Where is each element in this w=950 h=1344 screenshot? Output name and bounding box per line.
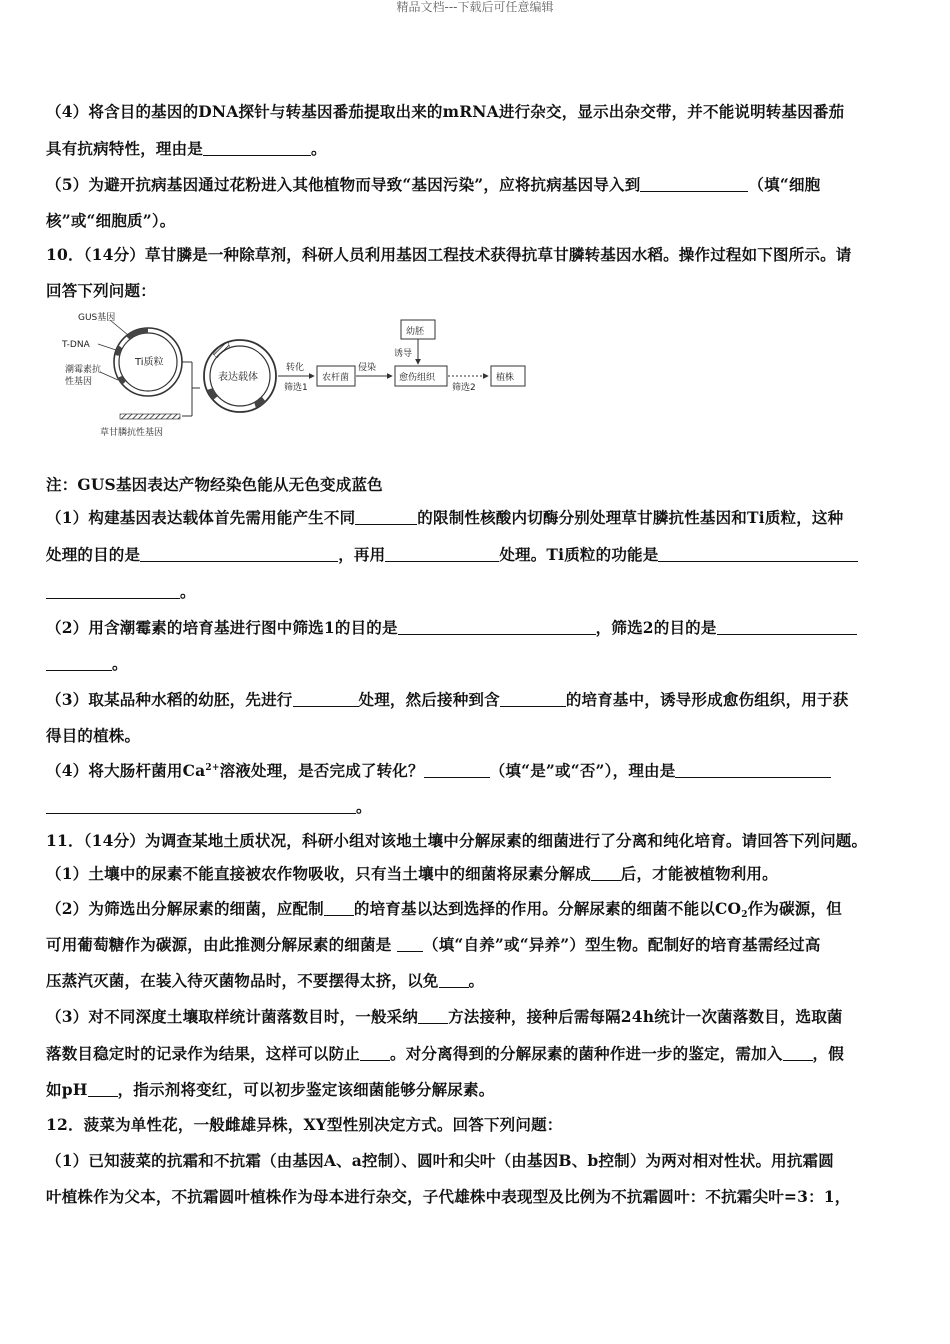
answer-blank[interactable] [88,1081,118,1097]
q10-part4-line2: 。 [46,797,372,817]
answer-blank[interactable] [46,798,356,814]
answer-blank[interactable] [591,865,621,881]
q10-part3-line1: （3）取某品种水稻的幼胚，先进行 处理，然后接种到含 的培育基中，诱导形成愈伤组织，用于获 [46,690,849,709]
answer-blank[interactable] [140,546,338,562]
answer-blank[interactable] [398,619,596,635]
ti-plasmid-label: Ti质粒 [135,357,164,368]
infect-label: 侵染 [358,363,377,373]
q9-part4-line2: 具有抗病特性，理由是 。 [46,139,327,158]
answer-blank[interactable] [717,619,857,635]
answer-blank[interactable] [424,762,490,778]
answer-blank[interactable] [397,936,423,952]
answer-blank[interactable] [385,546,499,562]
combine-bracket [182,362,200,416]
plant-label: 植株 [496,373,515,383]
tdna-label: T-DNA [62,340,90,350]
q9-part4-line1: （4）将含目的基因的DNA探针与转基因番茄提取出来的mRNA进行杂交，显示出杂交带，并不能说明转基因番茄 [46,102,845,121]
hygromycin-gene-label-2: 性基因 [65,377,93,387]
q10-stem-line1: 10．（14分）草甘膦是一种除草剂，科研人员利用基因工程技术获得抗草甘膦转基因水稻。操作过程如下图所示。请 [46,245,852,264]
q11-part3-line2: 落数目稳定时的记录作为结果，这样可以防止 。对分离得到的分解尿素的菌种作进一步的鉴定，需加入 ，假 [46,1044,844,1063]
answer-blank[interactable] [324,900,354,916]
expression-vector-label: 表达载体 [218,372,258,383]
answer-blank[interactable] [360,1045,390,1061]
expression-vector-drawing [204,340,276,412]
gus-gene-label: GUS基因 [78,313,116,323]
q12-stem: 12．菠菜为单性花，一般雌雄异株，XY型性别决定方式。回答下列问题： [46,1115,563,1134]
glyphosate-gene-label: 草甘膦抗性基因 [100,428,164,438]
answer-blank[interactable] [439,972,469,988]
q12-part1-line1: （1）已知菠菜的抗霜和不抗霜（由基因A、a控制）、圆叶和尖叶（由基因B、b控制）为两对相对性状。用抗霜圆 [46,1151,834,1170]
answer-blank[interactable] [46,655,112,671]
hygromycin-gene-label-1: 潮霉素抗 [65,365,102,375]
q10-part3-line2: 得目的植株。 [46,726,141,745]
q10-note: 注：GUS基因表达产物经染色能从无色变成蓝色 [46,475,383,494]
answer-blank[interactable] [418,1008,448,1024]
q11-part3-line1: （3）对不同深度土壤取样统计菌落数目时，一般采纳 方法接种，接种后需每隔24h统计一次菌落数目，选取菌 [46,1007,843,1026]
answer-blank[interactable] [355,509,417,525]
q10-stem-line2: 回答下列问题： [46,281,156,300]
answer-blank[interactable] [46,583,180,599]
q11-part1: （1）土壤中的尿素不能直接被农作物吸收，只有当土壤中的细菌将尿素分解成 后，才能被植物利用。 [46,864,778,883]
q11-part2-line3: 压蒸汽灭菌，在装入待灭菌物品时，不要摆得太挤，以免 。 [46,971,485,990]
answer-blank[interactable] [203,140,311,156]
gene-engineering-diagram [60,310,540,440]
q11-part2-line1: （2）为筛选出分解尿素的细菌，应配制 的培育基以达到选择的作用。分解尿素的细菌不能以$CO_2$作为碳源，但 [46,899,842,920]
q10-part4-line1: （4）将大肠杆菌用$Ca^{2+}$溶液处理，是否完成了转化？ （填“是”或“否”），理由是 [46,761,831,781]
embryo-label: 幼胚 [406,327,425,337]
agrobacterium-label: 农杆菌 [322,373,350,383]
transform-label: 转化 [286,363,305,373]
q11-stem: 11．（14分）为调查某地土质状况，科研小组对该地土壤中分解尿素的细菌进行了分离和纯化培育。请回答下列问题。 [46,831,868,850]
q10-part2-line1: （2）用含潮霉素的培育基进行图中筛选1的目的是 ，筛选2的目的是 [46,618,857,638]
q11-part2-line2: 可用葡萄糖作为碳源，由此推测分解尿素的细菌是 （填“自养”或“异养”）型生物。配制好的培育基需经过高 [46,935,821,954]
answer-blank[interactable] [640,176,748,192]
q11-part3-line3: 如pH ，指示剂将变红，可以初步鉴定该细菌能够分解尿素。 [46,1080,495,1099]
resistance-gene-fragment [120,414,180,419]
answer-blank[interactable] [658,546,858,562]
q10-part1-line1: （1）构建基因表达载体首先需用能产生不同 的限制性核酸内切酶分别处理草甘膦抗性基因和Ti质粒，这种 [46,508,844,527]
answer-blank[interactable] [293,691,359,707]
callus-label: 愈伤组织 [399,373,436,383]
answer-blank[interactable] [500,691,566,707]
page-header: 精品文档---下载后可任意编辑 [396,0,554,14]
pointer-line [98,344,116,350]
answer-blank[interactable] [783,1045,813,1061]
answer-blank[interactable] [675,762,831,778]
q9-part5-line2: 核”或“细胞质”）。 [46,211,176,230]
screen2-label: 筛选2 [452,383,476,393]
q10-part1-line3: 。 [46,582,196,602]
q10-part2-line2: 。 [46,654,128,674]
screen1-label: 筛选1 [284,383,308,393]
q9-part5-line1: （5）为避开抗病基因通过花粉进入其他植物而导致“基因污染”，应将抗病基因导入到 （填“细胞 [46,175,821,194]
induce-label: 诱导 [394,349,413,359]
q10-part1-line2: 处理的目的是 ，再用 处理。Ti质粒的功能是 [46,545,858,565]
q12-part1-line2: 叶植株作为父本，不抗霜圆叶植株作为母本进行杂交，子代雄株中表现型及比例为不抗霜圆叶：不抗霜尖叶=3：1， [46,1187,851,1206]
ti-plasmid-drawing [114,328,182,396]
